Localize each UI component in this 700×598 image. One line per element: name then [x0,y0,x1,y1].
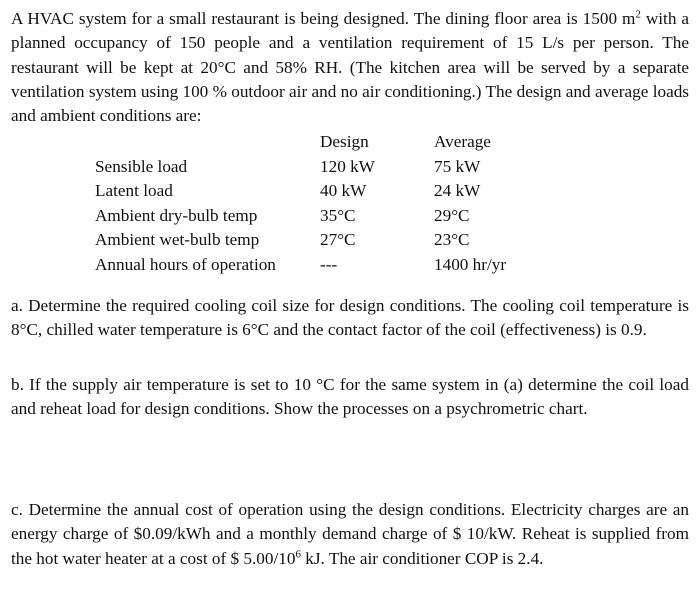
table-row [11,228,689,252]
intro-text: A HVAC system for a small restaurant is being designed. The dining floor area is 1500 m [11,9,636,28]
loads-table [11,130,689,278]
average-value: 1400 hr/yr [434,254,507,274]
part-c-paragraph [11,498,689,571]
average-value: 23°C [434,230,470,250]
part-c-text-continued: kJ. The air conditioner COP is 2.4. [300,548,544,568]
design-value: 27°C [320,230,356,250]
design-value: --- [320,254,338,274]
part-a-paragraph: a. Determine the required cooling coil size for design conditions. The cooling coil temperature is 8°C, chilled water temperature is 6°C and the contact factor of the coil (effectiveness) is 0.9. [11,296,689,340]
row-label: Annual hours of operation [95,254,276,274]
row-label: Latent load [95,181,173,201]
average-value: 75 kW [434,156,481,176]
problem-page [11,7,690,568]
design-value: 120 kW [320,156,375,176]
table-row [11,204,689,228]
row-label: Ambient wet-bulb temp [95,230,260,250]
table-row [11,179,689,203]
part-c-text: c. Determine the annual cost of operation using the design conditions. Electricity charges are an energy charge of $0.09/kWh and a monthly demand charge of $ 10/kW. Reheat is supplied from the hot water heater at a cost of $ 5.00/10 [11,500,689,568]
row-label: Ambient dry-bulb temp [95,205,258,225]
row-label: Sensible load [95,156,188,176]
intro-text-continued: with a planned occupancy of 150 people and a ventilation requirement of 15 L/s per person. The restaurant will be kept at 20°C and 58% RH. (The kitchen area will be served by a separate ventilation system using 100 % outdoor air and no air conditioning.) The design and average loads and ambient conditions are: [11,9,690,126]
design-value: 40 kW [320,181,367,201]
design-header: Design [320,132,369,152]
area-exponent: 2 [635,8,641,21]
average-header: Average [434,132,491,152]
table-row [11,155,689,179]
average-value: 24 kW [434,181,481,201]
cost-exponent: 6 [295,547,301,560]
part-b-paragraph: b. If the supply air temperature is set to 10 °C for the same system in (a) determine the coil load and reheat load for design conditions. Show the processes on a psychrometric chart. [11,375,689,419]
average-value: 29°C [434,205,470,225]
design-value: 35°C [320,205,356,225]
intro-paragraph [11,7,689,128]
table-header-row [11,130,689,154]
table-row [11,253,689,277]
